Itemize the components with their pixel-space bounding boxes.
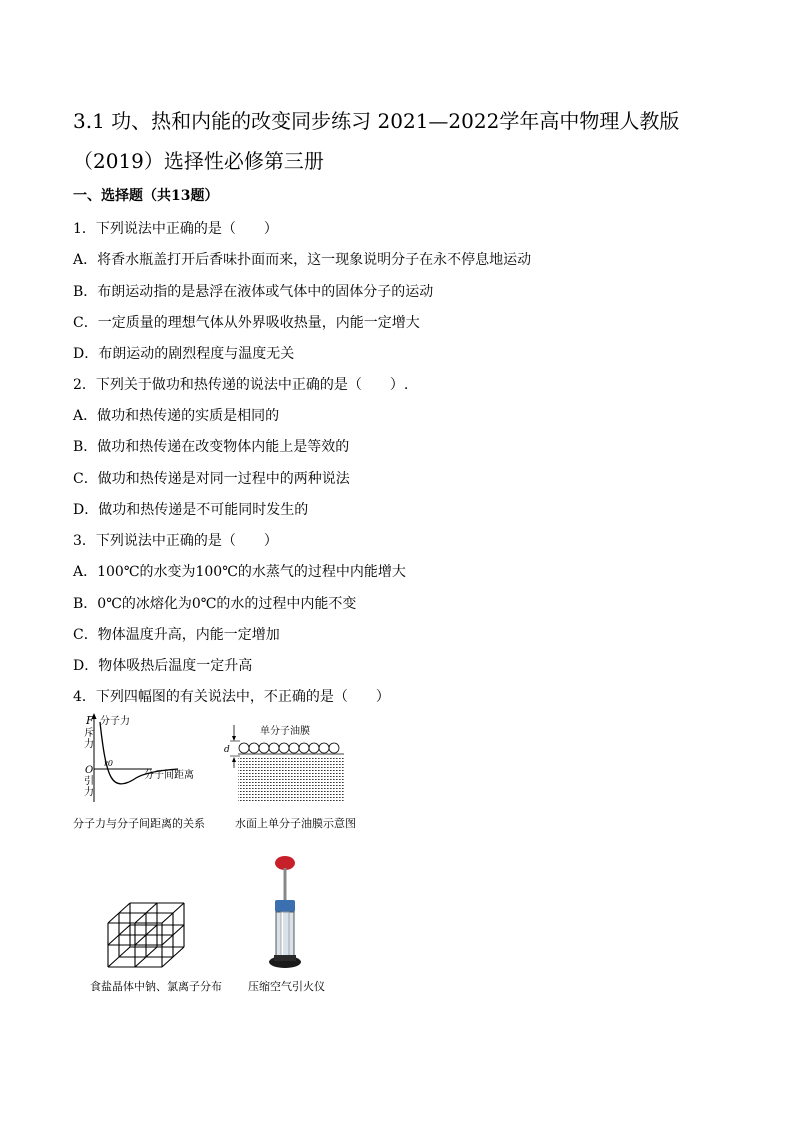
label-attraction-text-char: 引 <box>84 776 94 787</box>
red-knob <box>275 856 295 870</box>
oil-film-diagram <box>222 722 347 804</box>
question-1-stem: 1．下列说法中正确的是（ ） <box>73 221 278 237</box>
document-title-line1: 3.1 功、热和内能的改变同步练习 2021—2022学年高中物理人教版 <box>73 109 680 133</box>
question-3-option-d: D．物体吸热后温度一定升高 <box>73 658 253 674</box>
label-repulsion-text-char: 斥 <box>84 728 94 739</box>
question-1-option-a: A．将香水瓶盖打开后香味扑面而来，这一现象说明分子在永不停息地运动 <box>73 252 532 268</box>
question-2-option-a: A．做功和热传递的实质是相同的 <box>73 408 280 424</box>
question-2-stem: 2．下列关于做功和热传递的说法中正确的是（ ）. <box>73 377 409 393</box>
label-O: O <box>85 765 94 776</box>
oil-molecules <box>239 743 339 753</box>
salt-crystal-lattice <box>100 895 190 975</box>
force-distance-graph <box>80 712 225 807</box>
label-d: d <box>224 745 230 755</box>
question-4-stem: 4．下列四幅图的有关说法中，不正确的是（ ） <box>73 689 390 705</box>
water-surface <box>238 756 344 802</box>
label-distance: 分子间距离 <box>144 770 194 781</box>
question-3-option-b: B．0℃的冰熔化为0℃的水的过程中内能不变 <box>73 596 357 612</box>
document-title-line2: （2019）选择性必修第三册 <box>73 149 324 173</box>
question-3-stem: 3．下列说法中正确的是（ ） <box>73 533 278 549</box>
label-F: F <box>86 714 94 727</box>
label-attraction-text-char: 力 <box>84 787 94 798</box>
question-3-option-c: C．物体温度升高，内能一定增加 <box>73 627 280 643</box>
question-3-option-a: A．100℃的水变为100℃的水蒸气的过程中内能增大 <box>73 564 406 580</box>
label-attraction <box>84 774 94 798</box>
label-force: 分子力 <box>100 716 130 727</box>
label-repulsion-text-char: 力 <box>84 739 94 750</box>
label-film: 单分子油膜 <box>260 726 310 737</box>
question-2-option-c: C．做功和热传递是对同一过程中的两种说法 <box>73 471 350 487</box>
igniter-caption: 压缩空气引火仪 <box>248 980 325 993</box>
question-2-option-d: D．做功和热传递是不可能同时发生的 <box>73 502 309 518</box>
section-heading: 一、选择题（共13题） <box>73 188 219 204</box>
label-repulsion <box>84 727 94 750</box>
oil-film-caption: 水面上单分子油膜示意图 <box>235 817 356 830</box>
compression-igniter <box>262 852 308 974</box>
question-1-option-c: C．一定质量的理想气体从外界吸收热量，内能一定增大 <box>73 315 420 331</box>
question-2-option-b: B．做功和热传递在改变物体内能上是等效的 <box>73 439 350 455</box>
force-graph-caption: 分子力与分子间距离的关系 <box>73 817 205 830</box>
question-1-option-b: B．布朗运动指的是悬浮在液体或气体中的固体分子的运动 <box>73 284 434 300</box>
question-1-option-d: D．布朗运动的剧烈程度与温度无关 <box>73 346 295 362</box>
label-r0: r0 <box>104 759 113 768</box>
salt-crystal-caption: 食盐晶体中钠、氯离子分布 <box>90 980 222 993</box>
